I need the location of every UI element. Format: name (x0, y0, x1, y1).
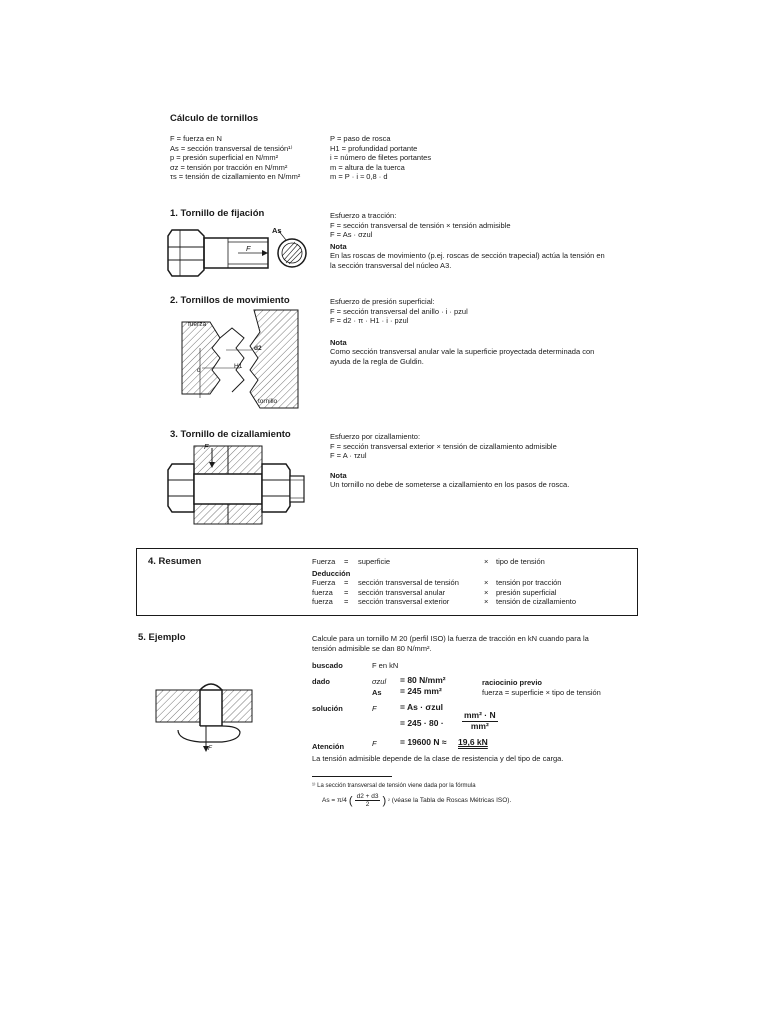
atencion-label: Atención (312, 742, 345, 751)
section-4-heading: 4. Resumen (148, 556, 202, 567)
legend-item: P = paso de rosca (330, 134, 391, 143)
label-as: As (272, 226, 282, 235)
legend-item: m = P · i ≈ 0,8 · d (330, 172, 388, 181)
note-label: Nota (330, 470, 347, 480)
legend-item: p = presión superficial en N/mm² (170, 153, 279, 162)
summary-cell: Fuerza (312, 578, 336, 587)
formula-numerator: d2 + d3 (356, 793, 379, 800)
summary-cell: fuerza (312, 597, 333, 606)
fraction-denominator: mm² (470, 720, 489, 731)
text-line: F = A · τzul (330, 451, 367, 460)
summary-cell: tipo de tensión (496, 557, 545, 566)
summary-row (312, 557, 612, 567)
summary-cell: fuerza (312, 587, 333, 597)
footnote-text: ¹⁾ La sección transversal de tensión viene dada por la fórmula (312, 783, 476, 789)
buscado-value: F en kN (372, 661, 399, 670)
label-f: F (246, 244, 251, 253)
summary-cell: Fuerza (312, 557, 336, 566)
summary-row (312, 578, 612, 588)
buscado-label: buscado (312, 661, 343, 670)
text-line: Esfuerzo de presión superficial: (330, 297, 435, 306)
closing-note: La tensión admisible depende de la clase de resistencia y del tipo de carga. (312, 754, 564, 763)
symbol-legend-left (170, 134, 300, 182)
footnote-ref: (véase la Tabla de Roscas Métricas ISO). (391, 797, 512, 804)
label-h1: H1 (234, 363, 243, 370)
summary-cell: = (344, 587, 349, 597)
legend-item: τs = tensión de cizallamiento en N/mm² (170, 172, 301, 181)
legend-item: As = sección transversal de tensión¹⁾ (170, 143, 293, 153)
text-line: F = sección transversal del anillo · i · pzul (330, 306, 468, 316)
text-line: F = As · σzul (330, 230, 373, 239)
summary-cell: × (484, 578, 489, 587)
legend-item: i = número de filetes portantes (330, 153, 432, 162)
note-line: la sección transversal del núcleo A3. (330, 260, 452, 270)
solucion-label: solución (312, 704, 343, 713)
formula-fraction (355, 793, 381, 808)
summary-cell: presión superficial (496, 587, 557, 597)
shear-bolt-figure (168, 446, 308, 526)
atencion-value: = 19600 N ≈ (400, 737, 447, 747)
legend-item: F = fuerza en N (170, 134, 222, 143)
label-d2: d2 (254, 345, 262, 352)
label-tornillo: tornillo (258, 398, 278, 405)
section-3-text (330, 432, 569, 490)
summary-cell: tensión por tracción (496, 578, 562, 587)
summary-cell: × (484, 557, 489, 566)
dado-symbol: As (372, 688, 382, 697)
solucion-step: = As · σzul (400, 702, 444, 712)
formula-exponent: ² (388, 797, 390, 804)
dado-value: = 80 N/mm² (400, 675, 446, 685)
legend-item: m = altura de la tuerca (330, 162, 405, 172)
page-title: Cálculo de tornillos (170, 113, 259, 124)
note-line: Como sección transversal anular vale la superficie proyectada determinada con (330, 347, 595, 356)
summary-cell: superficie (358, 557, 391, 566)
section-2-heading: 2. Tornillos de movimiento (170, 295, 290, 306)
summary-cell: sección transversal de tensión (358, 578, 459, 587)
text-line: Calcule para un tornillo M 20 (perfil ISO) la fuerza de tracción en kN cuando para la (312, 634, 589, 643)
text-line: Esfuerzo a tracción: (330, 211, 397, 220)
raciocinio-label: raciocinio previo (482, 678, 543, 687)
summary-cell: sección transversal exterior (358, 597, 450, 606)
text-line: tensión admisible se dan 80 N/mm². (312, 643, 432, 653)
example-intro (312, 634, 589, 653)
atencion-symbol: F (372, 739, 377, 748)
result-value: 19,6 kN (458, 737, 488, 747)
text-line: F = sección transversal de tensión × tensión admisible (330, 220, 511, 230)
note-label: Nota (330, 241, 347, 251)
dado-label: dado (312, 677, 330, 686)
summary-cell: = (344, 597, 349, 606)
label-f: F (208, 745, 212, 752)
formula-lhs: As = π/4 (322, 797, 347, 804)
section-1-text (330, 211, 605, 270)
summary-cell: sección transversal anular (358, 587, 446, 597)
note-label: Nota (330, 337, 347, 347)
formula-denominator: 2 (365, 801, 370, 808)
footnote-rule (312, 776, 392, 777)
label-fuerza: fuerza (188, 321, 207, 328)
note-line: En las roscas de movimiento (p.ej. roscas de sección trapecial) actúa la tensión en (330, 251, 605, 260)
text-line: Esfuerzo por cizallamiento: (330, 432, 421, 441)
section-2-text (330, 297, 594, 366)
note-line: Un tornillo no debe de someterse a cizallamiento en los pasos de rosca. (330, 480, 570, 489)
summary-row (312, 588, 612, 598)
label-f: F (204, 442, 209, 451)
symbol-legend-right (330, 134, 431, 182)
unit-fraction (462, 711, 498, 731)
summary-cell: = (344, 557, 349, 566)
summary-table (312, 557, 612, 607)
dado-value: = 245 mm² (400, 686, 442, 696)
set-screw-figure (168, 222, 318, 284)
deduccion-label: Deducción (312, 568, 351, 578)
solucion-symbol: F (372, 704, 377, 713)
dado-symbol: σzul (372, 677, 387, 686)
example-bolt-figure (156, 676, 252, 752)
summary-cell: = (344, 578, 349, 587)
footnote-formula: As = π/4 ( $\frac{d2 + d3}{2}$ ) ² (véase la Tabla de Roscas Métricas ISO). (322, 793, 512, 808)
note-line: ayuda de la regla de Guldin. (330, 356, 424, 366)
raciocinio-text: fuerza = superficie × tipo de tensión (482, 688, 601, 697)
fraction-numerator: mm² · N (464, 710, 496, 720)
text-line: F = sección transversal exterior × tensión de cizallamiento admisible (330, 441, 557, 451)
summary-cell: tensión de cizallamiento (496, 597, 577, 606)
legend-item: H1 = profundidad portante (330, 143, 418, 153)
summary-cell: × (484, 587, 489, 597)
text-line: F = d2 · π · H1 · i · pzul (330, 316, 409, 325)
section-5-heading: 5. Ejemplo (138, 632, 186, 643)
label-d: d (197, 367, 201, 374)
solucion-step: = 245 · 80 · (400, 718, 444, 728)
section-1-heading: 1. Tornillo de fijación (170, 208, 265, 219)
legend-item: σz = tensión por tracción en N/mm² (170, 162, 288, 172)
summary-row (312, 597, 612, 607)
section-3-heading: 3. Tornillo de cizallamiento (170, 429, 291, 440)
summary-cell: × (484, 597, 489, 606)
